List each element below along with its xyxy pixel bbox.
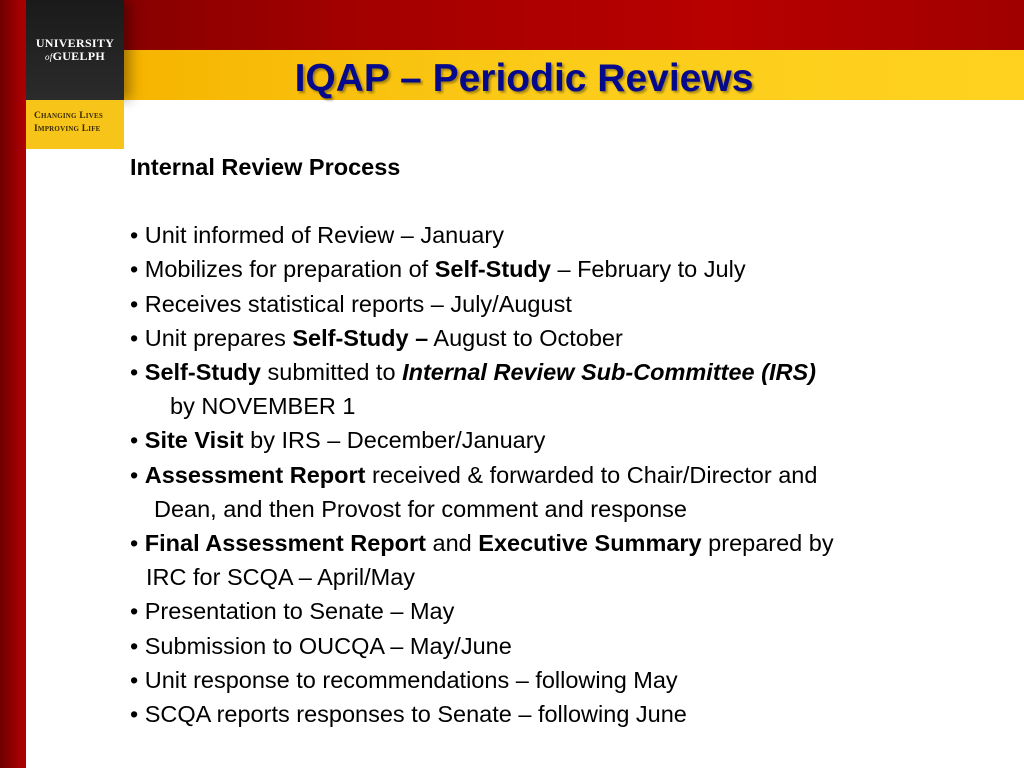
logo-text-guelph-word: GUELPH [52,49,106,63]
item-emphasis: Self-Study [144,359,261,385]
item-text: submitted to [260,359,403,385]
item-text: • Submission to OUCQA – May/June [130,632,512,659]
list-item [130,423,1010,457]
item-text: • [130,530,145,557]
slide-body [130,150,1010,731]
item-emphasis: Self-Study [434,256,551,283]
tagline-box [26,100,124,149]
item-emphasis: Site Visit [144,427,244,454]
logo-text-university: UNIVERSITY [35,36,115,50]
item-text: by IRS – December/January [243,427,546,454]
list-item [130,287,1010,321]
left-banner [0,0,26,768]
list-item [130,458,1010,492]
item-text: • [130,427,145,454]
item-text: received & forwarded to Chair/Director and [365,461,818,488]
item-text: • Presentation to Senate – May [130,598,455,625]
item-text: • Unit informed of Review – January [130,222,504,249]
item-text: • [130,359,145,385]
item-text: • Unit prepares [130,324,293,351]
item-text: – February to July [550,256,746,283]
section-heading: Internal Review Process [130,154,401,180]
item-emphasis: Executive Summary [478,530,702,557]
item-text: • Receives statistical reports – July/August [130,290,572,317]
list-item-continuation: IRC for SCQA – April/May [146,564,416,591]
tagline-line-1: Changing Lives [34,111,103,121]
list-item [130,629,1010,663]
list-item [130,697,1010,731]
item-text: and [425,530,479,557]
item-text: • Unit response to recommendations – following May [130,666,678,693]
list-item [130,663,1010,697]
logo-text-guelph [26,49,124,64]
slide-title: IQAP – Periodic Reviews [294,57,754,100]
list-item [130,218,1010,252]
item-text: • [130,461,145,488]
list-item [130,594,1010,628]
item-text: • Mobilizes for preparation of [130,256,435,283]
item-text: • SCQA reports responses to Senate – following June [130,701,687,728]
university-logo [26,0,124,100]
logo-text-of: of [44,52,53,62]
list-item [130,321,1010,355]
list-item-continuation: Dean, and then Provost for comment and response [154,495,687,522]
item-text: prepared by [701,530,834,557]
list-item [130,252,1010,286]
item-emphasis: Self-Study – [292,324,429,351]
item-text: August to October [428,324,623,351]
item-emphasis: Assessment Report [144,461,366,488]
item-emphasis-italic: Internal Review Sub-Committee (IRS) [402,359,816,385]
spacer [130,184,1010,218]
tagline-line-2: Improving Life [34,124,101,134]
list-item-continuation: by NOVEMBER 1 [170,393,356,420]
item-emphasis: Final Assessment Report [144,530,426,557]
list-item [130,526,1010,560]
top-banner [0,0,1024,50]
list-item [130,355,1010,389]
